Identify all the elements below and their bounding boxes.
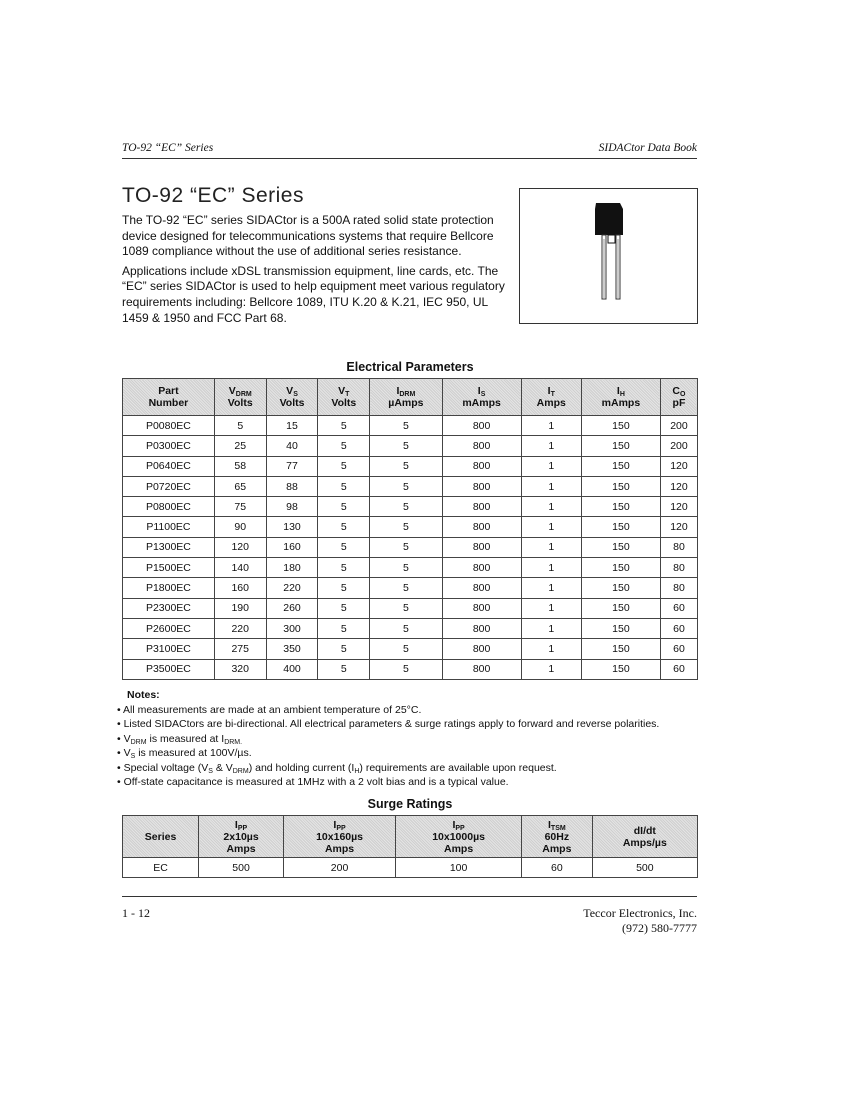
column-header [660, 379, 697, 416]
table-cell: 220 [266, 578, 318, 598]
table-cell: 80 [660, 537, 697, 557]
to92-package-icon [520, 189, 697, 323]
header-subscript: O [680, 391, 686, 398]
column-header [318, 379, 370, 416]
table-cell: P1800EC [123, 578, 215, 598]
table-cell: 5 [370, 537, 442, 557]
table-cell: 300 [266, 618, 318, 638]
header-line-2: 10x160µs [316, 830, 364, 843]
column-header [581, 379, 660, 416]
table-cell: 150 [581, 497, 660, 517]
table-cell: 5 [318, 497, 370, 517]
table-cell: 800 [442, 598, 521, 618]
table-cell: 80 [660, 578, 697, 598]
table-cell: 5 [370, 659, 442, 679]
note-item: • All measurements are made at an ambient temperature of 25°C. [117, 703, 422, 716]
company-name: Teccor Electronics, Inc. [583, 906, 697, 920]
table-cell: 5 [318, 659, 370, 679]
table-cell: 320 [214, 659, 266, 679]
table-cell: 25 [214, 436, 266, 456]
table-row [123, 858, 698, 878]
column-header [123, 816, 199, 858]
header-line-2: 2x10µs [223, 830, 259, 843]
header-line [199, 819, 283, 831]
header-line [123, 385, 214, 397]
header-line [370, 385, 441, 397]
header-subscript: H [619, 391, 625, 398]
header-subscript: TSM [550, 824, 566, 832]
table-cell: 1 [521, 476, 581, 496]
table-cell: 1 [521, 517, 581, 537]
header-subscript: PP [455, 824, 465, 832]
table-row [123, 456, 698, 476]
header-line [267, 385, 318, 397]
table-cell: P1500EC [123, 558, 215, 578]
table-cell: 150 [581, 618, 660, 638]
header-line-3: Amps [324, 842, 355, 855]
company-phone: (972) 580-7777 [622, 921, 697, 935]
header-line-2: 60Hz [544, 830, 570, 843]
table-cell: 200 [660, 416, 697, 436]
table-cell: 140 [214, 558, 266, 578]
header-subscript: PP [237, 824, 248, 832]
header-line [318, 385, 369, 397]
header-line-3: Amps [444, 842, 474, 855]
header-symbol: I [333, 818, 337, 831]
table-cell: 200 [660, 436, 697, 456]
header-subscript: PP [336, 824, 346, 832]
table-row [123, 497, 698, 517]
table-cell: 120 [660, 517, 697, 537]
table-cell: 5 [318, 598, 370, 618]
table-cell: 5 [318, 537, 370, 557]
intro [122, 213, 514, 330]
header-subscript: S [480, 391, 486, 398]
table-cell: P1300EC [123, 537, 215, 557]
header-line [123, 831, 198, 843]
table-cell: EC [123, 858, 199, 878]
table-cell: 500 [592, 858, 697, 878]
table-cell: 1 [521, 558, 581, 578]
header-symbol: I [547, 385, 551, 397]
table-cell: 150 [581, 558, 660, 578]
header-line [661, 385, 697, 397]
company-info [583, 906, 697, 936]
table-cell: 800 [442, 639, 521, 659]
notes-title: Notes: [127, 689, 160, 701]
table-cell: P0300EC [123, 436, 215, 456]
header-line [522, 385, 581, 397]
table-cell: 1 [521, 659, 581, 679]
table-cell: P3100EC [123, 639, 215, 659]
header-line [443, 385, 521, 397]
table-cell: 275 [214, 639, 266, 659]
column-header [214, 379, 266, 416]
table-cell: 5 [318, 618, 370, 638]
header-rule [122, 158, 697, 159]
table-cell: 5 [214, 416, 266, 436]
table-cell: P0720EC [123, 476, 215, 496]
table-cell: 60 [660, 659, 697, 679]
table-cell: 40 [266, 436, 318, 456]
table-cell: P0080EC [123, 416, 215, 436]
header-symbol: Part [158, 385, 179, 397]
header-subscript: DRM [235, 391, 252, 398]
table-cell: 120 [660, 497, 697, 517]
table-cell: 1 [521, 537, 581, 557]
column-header [370, 379, 442, 416]
running-header-left: TO-92 “EC” Series [122, 142, 214, 154]
table-cell: 5 [370, 618, 442, 638]
table-cell: 80 [660, 558, 697, 578]
table-cell: 65 [214, 476, 266, 496]
table-cell: 98 [266, 497, 318, 517]
table-cell: P1100EC [123, 517, 215, 537]
table-cell: 180 [266, 558, 318, 578]
table-cell: 800 [442, 497, 521, 517]
header-subscript: DRM [399, 391, 416, 398]
header-subscript: T [550, 391, 555, 398]
table-cell: 75 [214, 497, 266, 517]
table-cell: 150 [581, 537, 660, 557]
table-cell: 60 [660, 639, 697, 659]
table-cell: 120 [214, 537, 266, 557]
column-header [283, 816, 395, 858]
table-cell: 1 [521, 618, 581, 638]
header-line-3: Amps [226, 842, 256, 855]
table-cell: 800 [442, 537, 521, 557]
table-cell: 5 [318, 436, 370, 456]
table-cell: 150 [581, 578, 660, 598]
table-cell: 120 [660, 456, 697, 476]
table-cell: 160 [214, 578, 266, 598]
header-symbol: Series [144, 830, 177, 843]
table-cell: 800 [442, 659, 521, 679]
table-row [123, 558, 698, 578]
table-row [123, 618, 698, 638]
table-row [123, 639, 698, 659]
table-cell: 1 [521, 497, 581, 517]
table-cell: 5 [370, 476, 442, 496]
table-cell: 5 [318, 558, 370, 578]
table-cell: 150 [581, 436, 660, 456]
table-cell: 350 [266, 639, 318, 659]
table-cell: 150 [581, 476, 660, 496]
header-unit: mAmps [601, 397, 641, 409]
table-cell: 88 [266, 476, 318, 496]
header-line-2: 10x1000µs [432, 830, 485, 843]
header-unit: Volts [227, 397, 253, 409]
table-cell: 190 [214, 598, 266, 618]
header-subscript: S [293, 391, 298, 398]
header-symbol: V [338, 385, 346, 397]
header-unit: Amps [536, 397, 566, 409]
table-cell: 5 [370, 517, 442, 537]
surge-caption: Surge Ratings [367, 797, 453, 811]
note-item: • $V_{DRM}$ is measured at $I_{DRM.}$ [117, 732, 243, 746]
table-cell: 60 [522, 858, 593, 878]
header-subscript: T [345, 391, 350, 398]
table-cell: 150 [581, 517, 660, 537]
table-cell: 220 [214, 618, 266, 638]
header-symbol: I [396, 385, 400, 397]
column-header [396, 816, 522, 858]
table-row [123, 436, 698, 456]
product-photo [519, 188, 698, 324]
table-cell: P0640EC [123, 456, 215, 476]
table-cell: 5 [370, 639, 442, 659]
column-header [522, 816, 593, 858]
note-item: • Off-state capacitance is measured at 1MHz with a 2 volt bias and is a typical value. [117, 776, 509, 788]
table-cell: 60 [660, 598, 697, 618]
table-cell: 150 [581, 416, 660, 436]
table-cell: 5 [370, 416, 442, 436]
table-cell: 800 [442, 618, 521, 638]
table-cell: 5 [370, 578, 442, 598]
header-line [593, 825, 697, 837]
table-cell: P0800EC [123, 497, 215, 517]
table-cell: 5 [318, 639, 370, 659]
table-cell: 160 [266, 537, 318, 557]
electrical-caption: Electrical Parameters [346, 360, 474, 374]
table-cell: 800 [442, 416, 521, 436]
column-header [123, 379, 215, 416]
table-cell: 5 [318, 456, 370, 476]
table-row [123, 578, 698, 598]
table-cell: P3500EC [123, 659, 215, 679]
table-cell: 5 [370, 436, 442, 456]
table-cell: 5 [318, 416, 370, 436]
header-unit: Number [148, 397, 189, 409]
header-line [284, 819, 395, 831]
header-symbol: I [616, 385, 620, 397]
note-item: • Special voltage ($V_S$ & $V_{DRM}$) and holding current $(I_H)$ requirements are available upon request. [117, 761, 557, 775]
table-row [123, 517, 698, 537]
surge-ratings-table [122, 815, 698, 878]
running-header-right: SIDACtor Data Book [598, 142, 697, 154]
table-row [123, 537, 698, 557]
column-header [266, 379, 318, 416]
table-cell: 77 [266, 456, 318, 476]
table-cell: 800 [442, 476, 521, 496]
table-cell: 800 [442, 558, 521, 578]
header-unit: µAmps [388, 397, 424, 409]
page-number: 1 - 12 [122, 906, 150, 920]
table-cell: 5 [318, 578, 370, 598]
table-row [123, 598, 698, 618]
header-line [396, 819, 521, 831]
header-symbol: dI/dt [633, 824, 656, 837]
table-cell: P2600EC [123, 618, 215, 638]
table-cell: 120 [660, 476, 697, 496]
table-cell: 260 [266, 598, 318, 618]
header-line [215, 385, 266, 397]
table-cell: 150 [581, 639, 660, 659]
header-unit: pF [672, 397, 686, 409]
table-cell: P2300EC [123, 598, 215, 618]
header-unit: mAmps [462, 397, 501, 409]
column-header [521, 379, 581, 416]
table-cell: 500 [199, 858, 284, 878]
header-symbol: I [548, 818, 551, 831]
footer-rule [122, 896, 697, 897]
header-unit: Volts [331, 397, 357, 409]
table-cell: 1 [521, 578, 581, 598]
notes [117, 688, 659, 790]
table-cell: 58 [214, 456, 266, 476]
table-cell: 60 [660, 618, 697, 638]
table-cell: 5 [370, 456, 442, 476]
header-line [522, 819, 592, 831]
intro-paragraph-1: The TO-92 “EC” series SIDACtor is a 500A rated solid state protection device designed for telecommunications systems that require Bellcore 1089 compliance without the use of additional series resistance. [122, 213, 494, 259]
column-header [199, 816, 284, 858]
table-cell: 90 [214, 517, 266, 537]
intro-paragraph-2: Applications include xDSL transmission equipment, line cards, etc. The “EC” series SIDACtor is used to help equipment meet various regulatory requirements including: Bellcore 1089, ITU K.20 & K.21, IEC 950, UL 1459 & 1950 and FCC Part 68. [122, 263, 505, 325]
electrical-parameters-table [122, 378, 698, 680]
table-cell: 200 [283, 858, 395, 878]
table-cell: 400 [266, 659, 318, 679]
table-cell: 150 [581, 659, 660, 679]
note-item: • $V_S$ is measured at 100V/µs. [117, 747, 252, 760]
table-cell: 5 [370, 558, 442, 578]
table-cell: 5 [370, 598, 442, 618]
table-cell: 150 [581, 456, 660, 476]
table-cell: 800 [442, 456, 521, 476]
table-cell: 5 [370, 497, 442, 517]
header-symbol: I [452, 818, 456, 831]
note-item: • Listed SIDACtors are bi-directional. All electrical parameters & surge ratings apply to forward and reverse polarities. [117, 718, 660, 730]
table-cell: 1 [521, 456, 581, 476]
table-cell: 1 [521, 598, 581, 618]
table-cell: 150 [581, 598, 660, 618]
table-cell: 800 [442, 517, 521, 537]
table-row [123, 416, 698, 436]
header-unit: Volts [279, 397, 305, 409]
table-cell: 800 [442, 578, 521, 598]
header-symbol: I [234, 818, 238, 831]
header-line-2: Amps/µs [622, 836, 667, 849]
table-row [123, 476, 698, 496]
table-cell: 800 [442, 436, 521, 456]
header-symbol: V [286, 385, 294, 397]
table-cell: 15 [266, 416, 318, 436]
table-cell: 100 [396, 858, 522, 878]
page-title: TO-92 “EC” Series [122, 184, 304, 207]
table-row [123, 659, 698, 679]
header-line-3: Amps [542, 842, 572, 855]
table-cell: 5 [318, 476, 370, 496]
header-symbol: C [672, 385, 681, 397]
table-cell: 1 [521, 639, 581, 659]
table-cell: 5 [318, 517, 370, 537]
header-line [582, 385, 660, 397]
column-header [592, 816, 697, 858]
table-cell: 1 [521, 416, 581, 436]
table-cell: 1 [521, 436, 581, 456]
column-header [442, 379, 521, 416]
table-cell: 130 [266, 517, 318, 537]
header-symbol: V [228, 385, 236, 397]
header-symbol: I [477, 385, 481, 397]
